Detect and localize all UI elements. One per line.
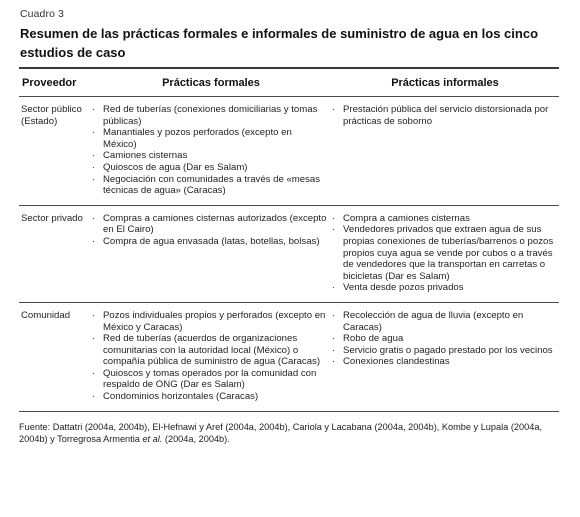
list-item: · Conexiones clandestinas [331, 356, 559, 368]
list-item: · Robo de agua [331, 333, 559, 345]
informal-practices-cell [331, 302, 559, 411]
header-informal: Prácticas informales [391, 77, 499, 89]
table-title: Resumen de las prácticas formales e informales de suministro de agua en los cinco estudios de caso [20, 26, 539, 60]
source-text: Fuente: Dattatri (2004a, 2004b), El-Hefnawi y Aref (2004a, 2004b), Cariola y Lacabana (2004a, 2004b), Kombe y Lupala (2004a, 2004b) y Torregrosa Armentia [19, 421, 542, 445]
provider-cell: Comunidad [21, 309, 71, 321]
source-years: (2004a, 2004b). [162, 434, 230, 445]
list-item: · Camiones cisternas [91, 150, 331, 162]
document-page [19, 8, 559, 446]
table-row [19, 205, 559, 302]
formal-practices-list [91, 104, 331, 197]
list-item: · Quioscos y tomas operados por la comunidad con respaldo de ONG (Dar es Salam) [91, 368, 331, 391]
list-item: · Vendedores privados que extraen agua de sus propias conexiones de tuberías/barrenos o pozos propios cuya agua se vende por cubos o a través de vendedores que la transportan en carretas o bicicletas (Dar es Salam) [331, 224, 559, 282]
formal-practices-cell [91, 205, 331, 302]
list-item: · Quioscos de agua (Dar es Salam) [91, 162, 331, 174]
list-item: · Compra de agua envasada (latas, botellas, bolsas) [91, 236, 331, 248]
provider-cell: Sector público (Estado) [21, 104, 82, 127]
list-item: · Pozos individuales propios y perforados (excepto en México y Caracas) [91, 310, 331, 333]
list-item: · Manantiales y pozos perforados (excepto en México) [91, 127, 331, 150]
table-header-row [19, 69, 559, 97]
list-item: · Prestación pública del servicio distorsionada por prácticas de soborno [331, 104, 559, 127]
list-item: · Servicio gratis o pagado prestado por los vecinos [331, 345, 559, 357]
informal-practices-list [331, 104, 559, 127]
informal-practices-list [331, 310, 559, 368]
list-item: · Compras a camiones cisternas autorizados (excepto en El Cairo) [91, 213, 331, 236]
list-item: · Negociación con comunidades a través de «mesas técnicas de agua» (Caracas) [91, 174, 331, 197]
table-row [19, 97, 559, 206]
list-item: · Condominios horizontales (Caracas) [91, 391, 331, 403]
informal-practices-list [331, 213, 559, 294]
source-note [19, 421, 559, 446]
formal-practices-list [91, 213, 331, 248]
list-item: · Red de tuberías (acuerdos de organizaciones comunitarias con la autoridad local (México) o compañía pública de suministro de agua (Caracas) [91, 333, 331, 368]
list-item: · Compra a camiones cisternas [331, 213, 559, 225]
practices-table [19, 69, 559, 412]
table-label: Cuadro 3 [20, 8, 64, 20]
list-item: · Recolección de agua de lluvia (excepto en Caracas) [331, 310, 559, 333]
header-formal: Prácticas formales [162, 77, 260, 89]
source-etal: et al. [142, 434, 163, 445]
header-provider: Proveedor [22, 77, 77, 89]
formal-practices-cell [91, 302, 331, 411]
provider-cell: Sector privado [21, 212, 83, 224]
informal-practices-cell [331, 97, 559, 206]
formal-practices-list [91, 310, 331, 403]
formal-practices-cell [91, 97, 331, 206]
informal-practices-cell [331, 205, 559, 302]
list-item: · Venta desde pozos privados [331, 282, 559, 294]
table-row [19, 302, 559, 411]
list-item: · Red de tuberías (conexiones domiciliarias y tomas públicas) [91, 104, 331, 127]
